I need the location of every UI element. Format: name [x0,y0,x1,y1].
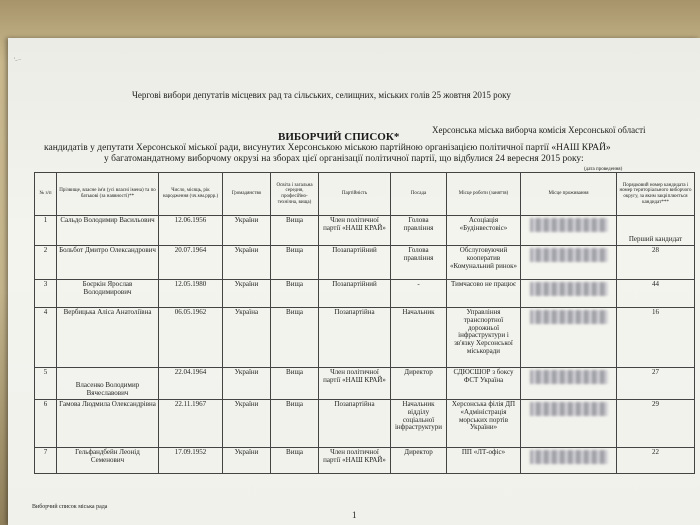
col-header-party: Партійність [319,173,391,216]
redaction-mark [530,450,608,464]
redaction-mark [530,402,608,416]
cell-party: Позапартійна [319,308,391,368]
cell-number: 3 [35,280,57,308]
cell-position: Начальник відділу соціальної інфраструктури [391,400,447,448]
col-header-district: Порядковий номер кандидата і номер територіального виборчого округу, за яким закріплюється кандидат*** [617,173,695,216]
cell-number: 6 [35,400,57,448]
page-number: 1 [352,510,357,520]
cell-residence-redacted [521,308,617,368]
cell-district: 28 [617,246,695,280]
redaction-mark [530,282,608,296]
cell-name: Гамова Людмила Олександрівна [57,400,159,448]
cell-party: Член політичної партії «НАШ КРАЙ» [319,368,391,400]
cell-name: Боєркін Ярослав Володимирович [57,280,159,308]
table-row [35,216,695,246]
col-header-citizenship: Громадянство [223,173,271,216]
cell-position: Директор [391,368,447,400]
cell-number: 4 [35,308,57,368]
redaction-mark [530,248,608,262]
col-header-workplace: Місце роботи (заняття) [447,173,521,216]
election-title: Чергові вибори депутатів місцевих рад та сільських, селищних, міських голів 25 жовтня 2015 року [132,90,511,100]
candidate-table [34,172,695,474]
cell-citizenship: України [223,246,271,280]
cell-district: Перший кандидат [617,216,695,246]
cell-district: 16 [617,308,695,368]
redaction-mark [530,218,608,232]
cell-district: 22 [617,448,695,474]
table-row [35,246,695,280]
cell-party: Позапартійна [319,400,391,448]
table-row [35,448,695,474]
cell-workplace: СДЮСШОР з боксу ФСТ Україна [447,368,521,400]
cell-education: Вища [271,246,319,280]
cell-position: Начальник [391,308,447,368]
cell-position: - [391,280,447,308]
table-row [35,400,695,448]
cell-citizenship: України [223,280,271,308]
cell-residence-redacted [521,246,617,280]
cell-residence-redacted [521,368,617,400]
cell-residence-redacted [521,216,617,246]
col-header-position: Посада [391,173,447,216]
table-row [35,308,695,368]
redaction-mark [530,310,608,324]
col-header-residence: Місце проживання [521,173,617,216]
table-row [35,280,695,308]
date-note: (дата проведення) [584,167,623,172]
cell-citizenship: України [223,400,271,448]
cell-position: Голова правління [391,246,447,280]
cell-district: 29 [617,400,695,448]
cell-residence-redacted [521,280,617,308]
cell-citizenship: України [223,448,271,474]
cell-number: 2 [35,246,57,280]
cell-name: Вербицька Аліса Анатоліївна [57,308,159,368]
cell-district: 27 [617,368,695,400]
cell-name: Гельфандбейн Леонід Семенович [57,448,159,474]
col-header-education: Освіта і загальна середня, професійно-технічна, вища) [271,173,319,216]
list-title: ВИБОРЧИЙ СПИСОК* [278,131,400,143]
cell-residence-redacted [521,400,617,448]
cell-workplace: Обслуговуючий кооператив «Комунальний ринок» [447,246,521,280]
cell-citizenship: України [223,368,271,400]
cell-workplace: Асоціація «Будінвестовіс» [447,216,521,246]
cell-workplace: ПП «ЛТ-офіс» [447,448,521,474]
cell-dob: 22.11.1967 [159,400,223,448]
subtitle-line-1: кандидатів у депутати Херсонської міської ради, висунутих Херсонською міською партійною організацією політичної партії «НАШ КРАЙ» [44,143,611,153]
cell-name: Больбот Дмитро Олександрович [57,246,159,280]
cell-dob: 22.04.1964 [159,368,223,400]
corner-mark: ‘_ ... [14,56,22,61]
footer-doc-label: Виборчий список міська рада [32,504,108,510]
col-header-dob: Число, місяць, рік народження (чч.мм.рррр.) [159,173,223,216]
cell-workplace: Управління транспортної дорожньої інфраструктури і зв'язку Херсонської міськоради [447,308,521,368]
table-header-row [35,173,695,216]
cell-citizenship: України [223,216,271,246]
col-header-name: Прізвище, власне ім'я (усі власні імена) та по батькові (за наявності)** [57,173,159,216]
cell-position: Голова правління [391,216,447,246]
cell-dob: 06.05.1962 [159,308,223,368]
cell-residence-redacted [521,448,617,474]
cell-district: 44 [617,280,695,308]
cell-number: 1 [35,216,57,246]
cell-party: Член політичної партії «НАШ КРАЙ» [319,216,391,246]
redaction-mark [530,370,608,384]
cell-dob: 12.05.1980 [159,280,223,308]
cell-education: Вища [271,368,319,400]
cell-education: Вища [271,216,319,246]
cell-party: Позапартійний [319,246,391,280]
cell-education: Вища [271,400,319,448]
subtitle-line-2: у багатомандатному виборчому окрузі на зборах цієї організації політичної партії, що відбулися 24 вересня 2015 року: [104,154,584,164]
cell-dob: 17.09.1952 [159,448,223,474]
table-row [35,368,695,400]
cell-name: Власенко Володимир Вячеславович [57,368,159,400]
cell-workplace: Тимчасово не працює [447,280,521,308]
cell-education: Вища [271,448,319,474]
cell-name: Сальдо Володимир Васильович [57,216,159,246]
cell-dob: 20.07.1964 [159,246,223,280]
col-header-number: № з/п [35,173,57,216]
cell-education: Вища [271,308,319,368]
cell-number: 5 [35,368,57,400]
commission-name: Херсонська міська виборча комісія Херсонської області [432,125,646,135]
cell-position: Директор [391,448,447,474]
cell-education: Вища [271,280,319,308]
cell-number: 7 [35,448,57,474]
cell-citizenship: Україна [223,308,271,368]
cell-dob: 12.06.1956 [159,216,223,246]
cell-workplace: Херсонська філія ДП «Адміністрація морських портів України» [447,400,521,448]
cell-party: Член політичної партії «НАШ КРАЙ» [319,448,391,474]
cell-party: Позапартійний [319,280,391,308]
